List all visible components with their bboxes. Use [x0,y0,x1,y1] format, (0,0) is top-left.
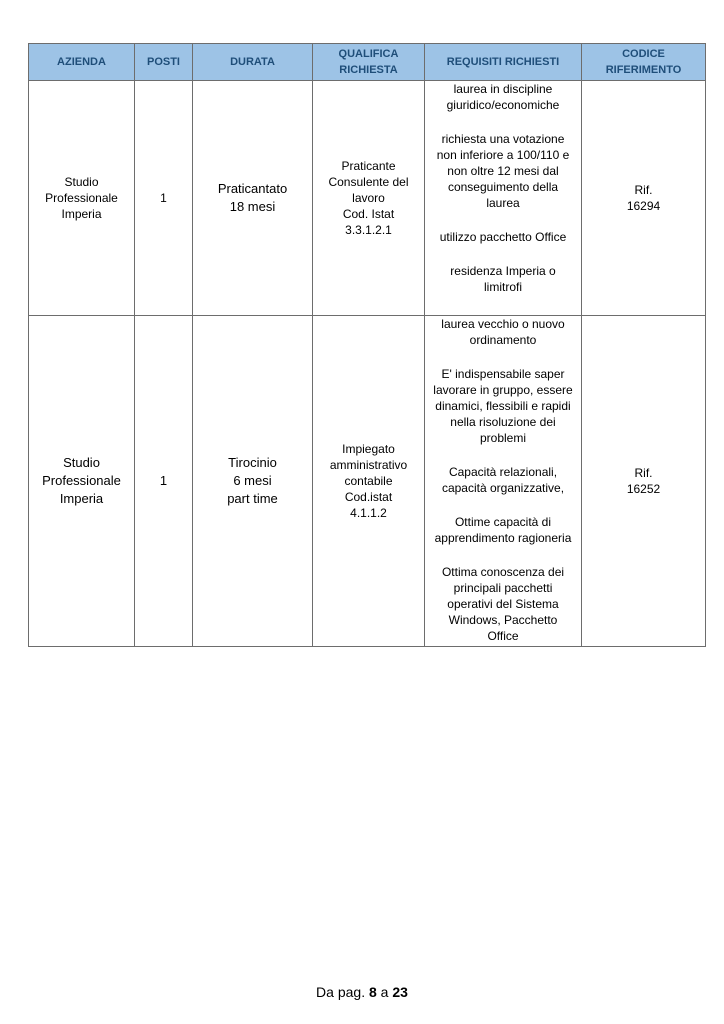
header-codice [582,44,706,81]
header-requisiti: REQUISITI RICHIESTI [425,44,582,81]
cell-qualifica: Praticante Consulente del lavoro Cod. Istat 3.3.1.2.1 [313,81,425,316]
cell-qualifica: Impiegato amministrativo contabile Cod.istat 4.1.1.2 [313,316,425,647]
job-offers-table [28,43,706,647]
header-codice-line2: RIFERIMENTO [605,64,682,76]
cell-azienda: Studio Professionale Imperia [29,81,135,316]
header-posti: POSTI [135,44,193,81]
requisito-item: residenza Imperia o limitrofi [450,264,556,294]
requisito-item: Capacità relazionali, capacità organizzative, [441,465,565,495]
cell-posti: 1 [135,316,193,647]
footer-current-page: 8 [368,984,377,1000]
footer-prefix: Da pag. [316,984,366,1000]
header-qualifica-line2: RICHIESTA [339,64,398,76]
table-row [29,316,706,647]
header-qualifica-line1: QUALIFICA [338,48,399,60]
header-azienda: AZIENDA [29,44,135,81]
footer-total-pages: 23 [392,984,408,1000]
page-footer [0,984,724,1000]
requisito-item: Ottima conoscenza dei principali pacchetti operativi del Sistema Windows, Pacchetto Office [441,565,565,643]
header-qualifica [313,44,425,81]
requisito-item: Ottime capacità di apprendimento ragioneria [434,515,572,545]
requisito-item: E' indispensabile saper lavorare in gruppo, essere dinamici, flessibili e rapidi nella risoluzione dei problemi [433,367,573,445]
requisito-item: laurea vecchio o nuovo ordinamento [441,317,565,347]
cell-requisiti [425,316,582,647]
cell-azienda: Studio Professionale Imperia [29,316,135,647]
cell-durata: Tirocinio 6 mesi part time [193,316,313,647]
header-codice-line1: CODICE [622,48,665,60]
table-row [29,81,706,316]
cell-codice: Rif. 16252 [582,316,706,647]
requisito-item: richiesta una votazione non inferiore a 100/110 e non oltre 12 mesi dal conseguimento della laurea [436,132,570,210]
cell-requisiti [425,81,582,316]
cell-codice: Rif. 16294 [582,81,706,316]
requisito-item: laurea in discipline giuridico/economiche [446,82,560,112]
table-header-row [29,44,706,81]
cell-posti: 1 [135,81,193,316]
header-durata: DURATA [193,44,313,81]
cell-durata: Praticantato 18 mesi [193,81,313,316]
footer-separator: a [380,984,389,1000]
requisito-item: utilizzo pacchetto Office [439,230,567,244]
